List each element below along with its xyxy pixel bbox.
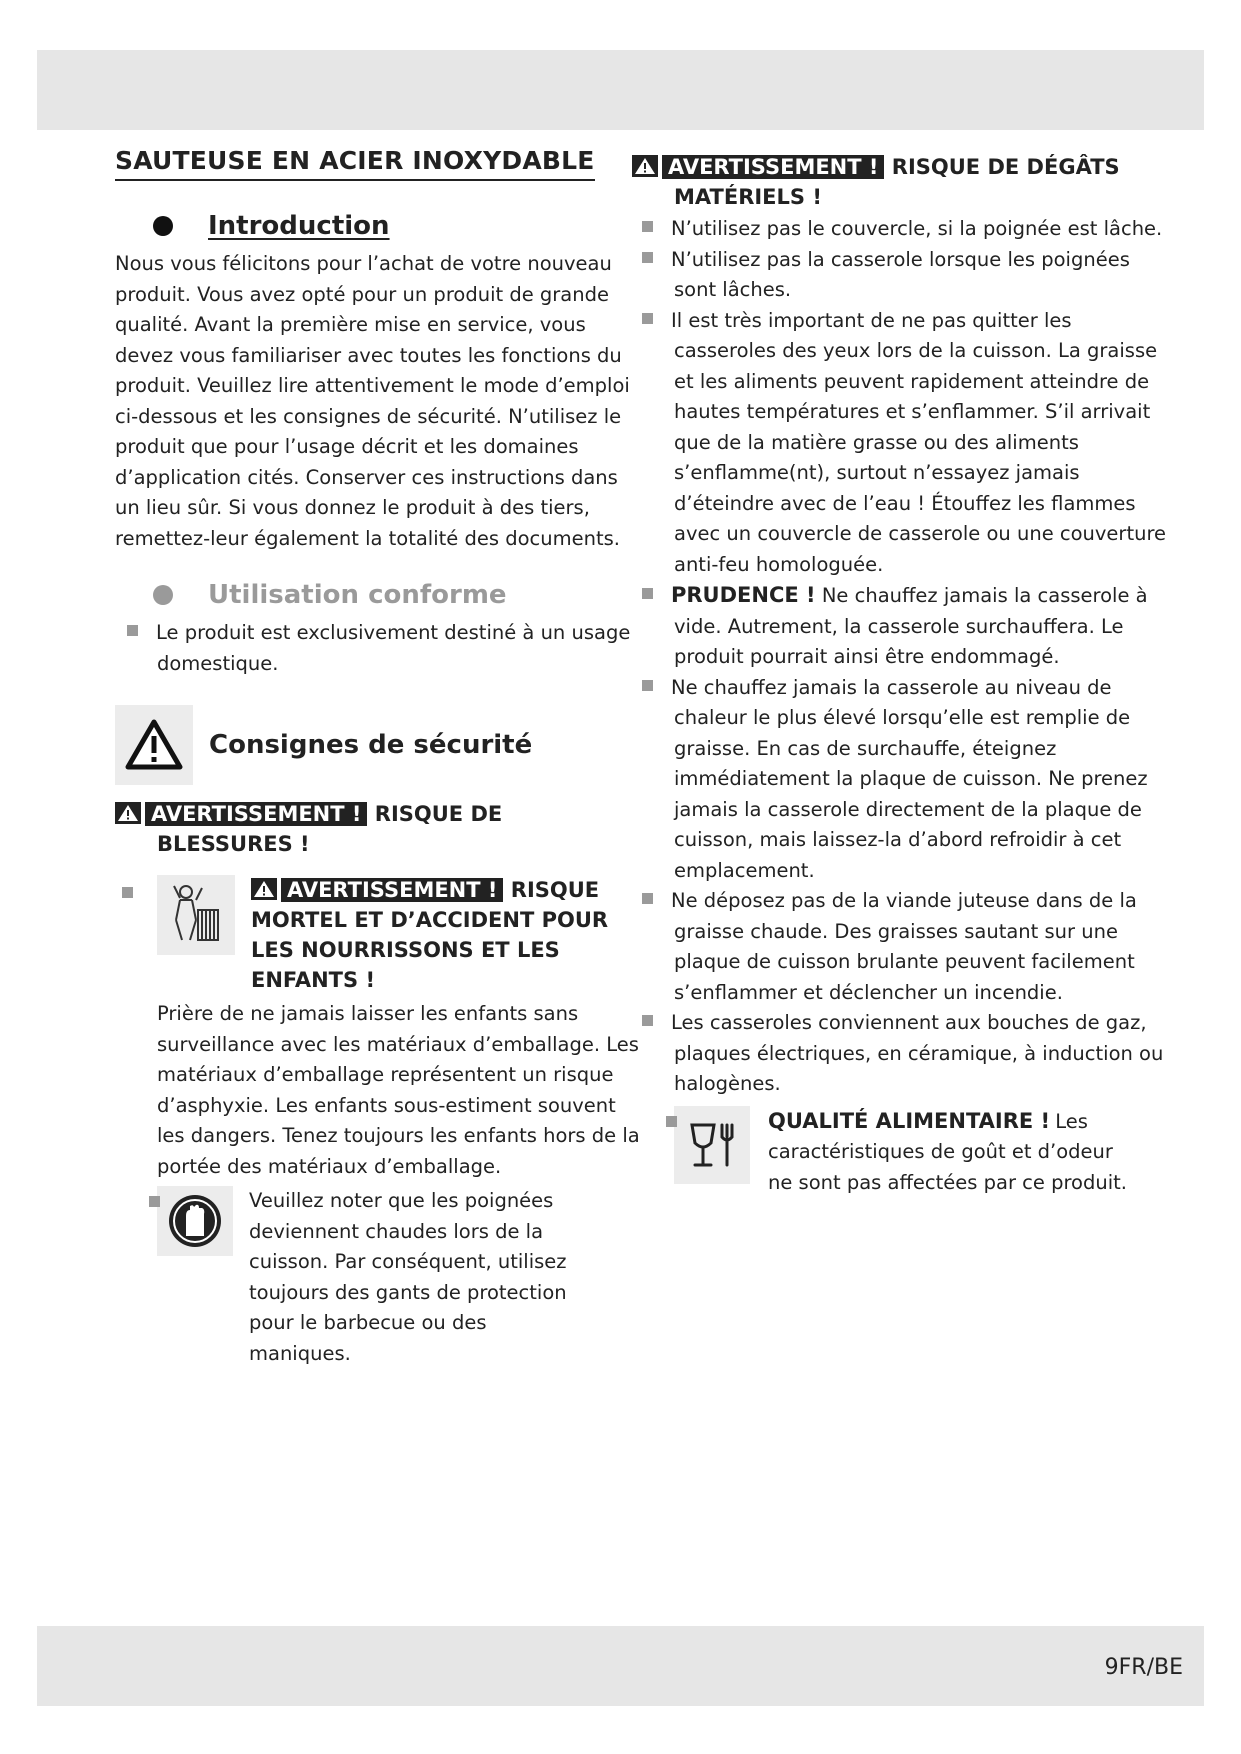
warning-damage [632,152,1167,212]
safety-heading [115,705,645,785]
list-item [632,886,1167,1008]
list-item [632,580,1167,673]
intro-title: Introduction [208,211,390,241]
right-column [632,146,1167,1198]
food-safe-text-wrap [768,1106,1128,1199]
square-bullet-icon [127,625,138,636]
list-item-text: N’utilisez pas le couvercle, si la poignée est lâche. [671,217,1163,240]
square-bullet-icon [642,252,653,263]
list-item [632,245,1167,306]
bullet-dot-icon [153,216,173,236]
section-introduction [153,211,645,241]
list-item-text: Ne chauffez jamais la casserole au niveau de chaleur le plus élevé lorsqu’elle est remplie de graisse. En cas de surchauffe, éteignez immédiatement la plaque de cuisson. Ne prenez jamais la casserole directement de la plaque de cuisson, mais laissez-la d’abord refroidir à cet emplacement. [671,675,1148,882]
prudence-label: PRUDENCE ! [671,583,816,607]
warning-children-text: Prière de ne jamais laisser les enfants sans surveillance avec les matériaux d’emballage. Les matériaux d’emballage représentent un risque d’asphyxie. Les enfants sous-estiment souvent les dangers. Tenez toujours les enfants hors de la portée des matériaux d’emballage. [157,1002,640,1178]
list-item [632,214,1167,245]
warning-label: AVERTISSEMENT ! [145,802,367,826]
safety-title: Consignes de sécurité [209,730,533,760]
warning-label: AVERTISSEMENT ! [662,155,884,179]
food-safe-label: QUALITÉ ALIMENTAIRE ! [768,1108,1051,1133]
child-safety-icon [157,875,235,955]
square-bullet-icon [666,1116,677,1127]
square-bullet-icon [149,1196,160,1207]
list-item-text: Les casseroles conviennent aux bouches de gaz, plaques électriques, en céramique, à induction ou halogènes. [671,1011,1164,1095]
usage-item-text: Le produit est exclusivement destiné à un usage domestique. [156,621,631,675]
header-band [37,50,1204,130]
warning-text: RISQUE DE DÉGÂTS MATÉRIELS ! [674,155,1120,209]
section-usage [153,580,645,610]
square-bullet-icon [122,887,133,898]
bullet-dot-icon [153,585,173,605]
page-number: 9FR/BE [1104,1655,1183,1680]
food-safe-icon [674,1106,750,1184]
warning-children-block [115,875,645,1182]
usage-title: Utilisation conforme [208,580,507,610]
document-title: SAUTEUSE EN ACIER INOXYDABLE [115,146,595,181]
warning-children-heading [251,875,645,995]
square-bullet-icon [642,221,653,232]
square-bullet-icon [642,1015,653,1026]
warning-text: RISQUE DE BLESSURES ! [157,802,503,856]
square-bullet-icon [642,893,653,904]
square-bullet-icon [642,313,653,324]
square-bullet-icon [642,680,653,691]
intro-text: Nous vous félicitons pour l’achat de votre nouveau produit. Vous avez opté pour un produit de grande qualité. Avant la première mise en service, vous devez vous familiariser avec toutes les fonctions du produit. Veuillez lire attentivement le mode d’emploi ci-dessous et les consignes de sécurité. N’utilisez le produit que pour l’usage décrit et les domaines d’application cités. Conserver ces instructions dans un lieu sûr. Si vous donnez le produit à des tiers, remettez-leur également la totalité des documents. [115,252,630,550]
gloves-icon [157,1186,233,1256]
list-item-text: Ne déposez pas de la viande juteuse dans de la graisse chaude. Des graisses sautant sur une plaque de cuisson brulante peuvent facilement s’enflammer et déclencher un incendie. [671,889,1137,1004]
list-item-text: N’utilisez pas la casserole lorsque les poignées sont lâches. [671,247,1130,301]
list-item [115,618,645,679]
warning-triangle-icon [115,705,193,785]
warning-triangle-icon [632,155,658,177]
footer-band [37,1626,1204,1706]
food-safe-text: Les caractéristiques de goût et d’odeur ne sont pas affectées par ce produit. [768,1109,1127,1194]
prudence-text: Ne chauffez jamais la casserole à vide. Autrement, la casserole surchauffera. Le produit pourrait ainsi être endommagé. [674,584,1148,668]
list-item [632,306,1167,581]
warning-triangle-icon [251,878,277,900]
left-column [115,146,645,1369]
gloves-block [115,1186,645,1369]
warning-label: AVERTISSEMENT ! [281,878,503,902]
warning-injury [115,799,645,859]
list-item [632,673,1167,887]
warning-text: RISQUE MORTEL ET D’ACCIDENT POUR LES NOURRISSONS ET LES ENFANTS ! [251,878,609,992]
list-item [632,1008,1167,1100]
gloves-text: Veuillez noter que les poignées deviennent chaudes lors de la cuisson. Par conséquent, utilisez toujours des gants de protection pour le barbecue ou des maniques. [249,1189,567,1365]
warning-triangle-icon [115,802,141,824]
food-safe-block [632,1106,1167,1199]
list-item-text: Il est très important de ne pas quitter les casseroles des yeux lors de la cuisson. La graisse et les aliments peuvent rapidement atteindre de hautes températures et s’enflammer. S’il arrivait que de la matière grasse ou des aliments s’enflamme(nt), surtout n’essayez jamais d’éteindre avec de l’eau ! Étouffez les flammes avec un couvercle de casserole ou une couverture anti-feu homologuée. [671,308,1167,576]
square-bullet-icon [642,588,653,599]
